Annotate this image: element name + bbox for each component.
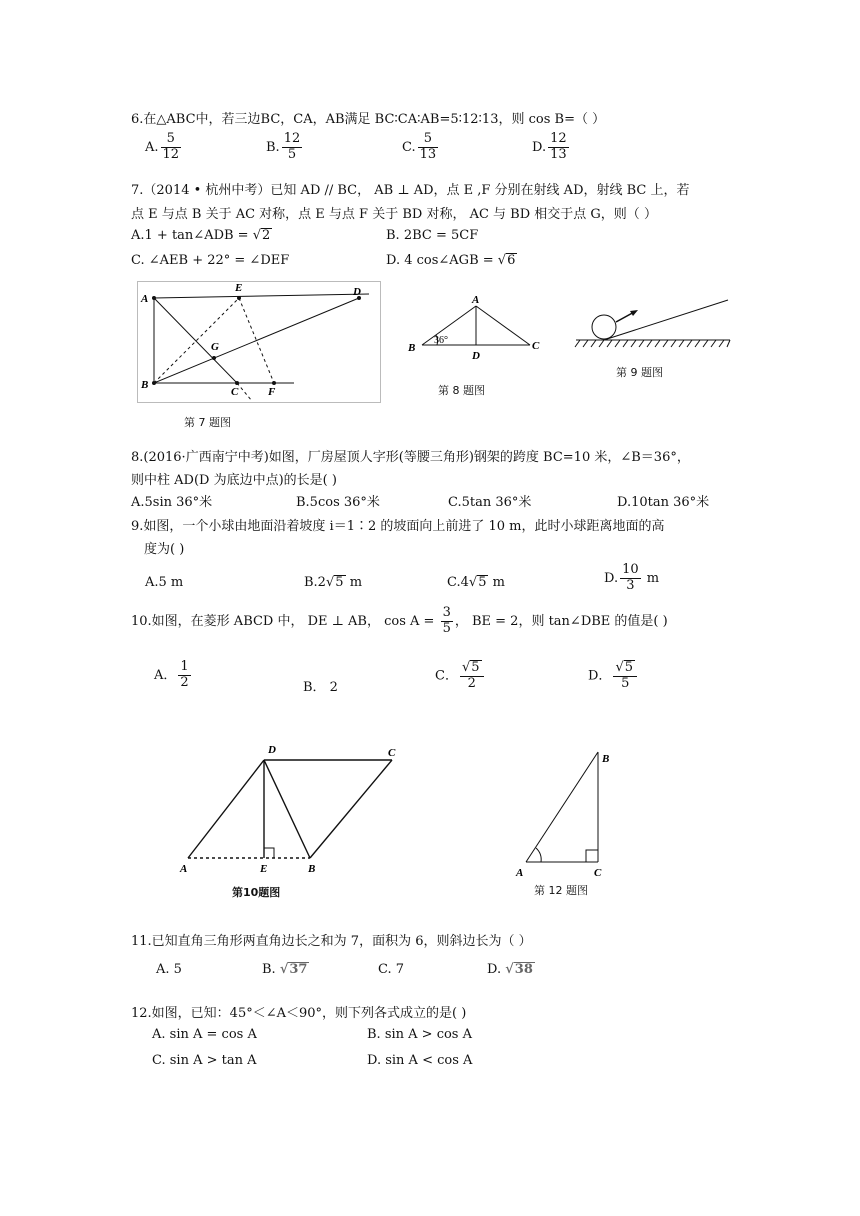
q9-stem-line2: 度为( )	[144, 542, 185, 557]
fig7-label-f: F	[268, 386, 276, 398]
q6-option-c: C. $\frac{5}{13}$	[402, 131, 437, 162]
fig12-label-b: B	[602, 753, 610, 765]
figure-10	[178, 740, 418, 880]
q8-option-d: D.10tan 36°米	[617, 495, 710, 510]
q8-option-c: C.5tan 36°米	[448, 495, 532, 510]
fig7-label-d: D	[353, 286, 361, 298]
q6-option-d: D. $\frac{12}{13}$	[532, 131, 567, 162]
figure-7-caption: 第 7 题图	[184, 416, 231, 429]
fig10-label-e: E	[260, 863, 268, 875]
fig10-label-d: D	[268, 744, 276, 756]
q10-option-c: C． √ $\frac{5}{2}$	[435, 660, 486, 692]
fig10-label-b: B	[308, 863, 316, 875]
fig12-label-c: C	[594, 867, 602, 879]
q7-option-d: D. 4 cos∠AGB = √ 6	[386, 253, 517, 268]
q12-option-b: B. sin A > cos A	[367, 1027, 472, 1042]
fig8-label-c: C	[532, 340, 540, 352]
q9-option-a: A.5 m	[145, 575, 184, 590]
figure-12-caption: 第 12 题图	[534, 884, 588, 897]
q9-option-d: D. $\frac{10}{3}$ m	[604, 562, 660, 593]
q7-stem-line2: 点 E 与点 B 关于 AC 对称，点 E 与点 F 关于 BD 对称， AC 与 BD 相交于点 G，则（ ）	[131, 207, 657, 222]
fig7-label-g: G	[211, 341, 219, 353]
fig10-label-c: C	[388, 747, 396, 759]
fig7-label-b: B	[141, 379, 149, 391]
q10-option-a: A． $\frac{1}{2}$	[154, 659, 189, 690]
fig8-angle-label: 36°	[434, 335, 448, 346]
q12-option-a: A. sin A = cos A	[152, 1027, 257, 1042]
q6-stem: 6.在△ABC中，若三边BC，CA，AB满足 BC∶CA∶AB=5∶12∶13，则 cos B=（ ）	[131, 112, 606, 127]
q10-option-b: B． 2	[303, 680, 338, 695]
q10-option-d: D． √ $\frac{5}{5}$	[588, 660, 639, 692]
q12-stem: 12.如图，已知：45°＜∠A＜90°，则下列各式成立的是( )	[131, 1006, 467, 1021]
q7-option-b: B. 2BC = 5CF	[386, 228, 479, 243]
figure-12	[508, 742, 620, 882]
q9-option-c: C.4√ 5 m	[447, 575, 505, 590]
q7-stem-line1: 7.（2014 • 杭州中考）已知 AD // BC， AB ⊥ AD，点 E ,F 分别在射线 AD，射线 BC 上，若	[131, 183, 690, 198]
q12-option-d: D. sin A < cos A	[367, 1053, 473, 1068]
q6-option-b: B. $\frac{12}{5}$	[266, 131, 301, 162]
q9-option-b: B.2√ 5 m	[304, 575, 362, 590]
figure-8-caption: 第 8 题图	[438, 384, 485, 397]
q8-option-a: A.5sin 36°米	[131, 495, 213, 510]
fig7-label-a: A	[141, 293, 149, 305]
q11-option-c: C. 7	[378, 962, 405, 977]
fig8-label-d: D	[472, 350, 480, 362]
q9-stem-line1: 9.如图，一个小球由地面沿着坡度 i＝1∶2 的坡面向上前进了 10 m，此时小球距离地面的高	[131, 519, 665, 534]
q7-option-a: A.1 + tan∠ADB = √ 2	[131, 228, 272, 243]
fig8-label-a: A	[472, 294, 480, 306]
q11-option-d: D. √ 38	[487, 962, 535, 977]
fig7-label-c: C	[231, 386, 239, 398]
q6-option-a: A. $\frac{5}{12}$	[145, 131, 180, 162]
q8-stem-line2: 则中柱 AD(D 为底边中点)的长是( )	[131, 473, 337, 488]
figure-8	[404, 290, 554, 362]
q10-stem: 10.如图，在菱形 ABCD 中， DE ⊥ AB， cos A = $\frac{3}{5}$ ， BE = 2，则 tan∠DBE 的值是( )	[131, 605, 668, 636]
fig7-label-e: E	[235, 282, 243, 294]
q12-option-c: C. sin A > tan A	[152, 1053, 257, 1068]
q11-option-a: A. 5	[156, 962, 182, 977]
figure-7	[137, 281, 381, 403]
q7-option-c: C. ∠AEB + 22° = ∠DEF	[131, 253, 290, 268]
q11-option-b: B. √ 37	[262, 962, 309, 977]
q8-option-b: B.5cos 36°米	[296, 495, 380, 510]
figure-10-caption: 第10题图	[232, 886, 281, 899]
figure-9	[572, 296, 734, 352]
q8-stem-line1: 8.(2016·广西南宁中考)如图，厂房屋顶人字形(等腰三角形)钢架的跨度 BC=10 米，∠B＝36°，	[131, 450, 690, 465]
fig8-label-b: B	[408, 342, 416, 354]
fig12-label-a: A	[516, 867, 524, 879]
fig10-label-a: A	[180, 863, 188, 875]
figure-9-caption: 第 9 题图	[616, 366, 663, 379]
q11-stem: 11.已知直角三角形两直角边长之和为 7，面积为 6，则斜边长为（ ）	[131, 934, 532, 949]
